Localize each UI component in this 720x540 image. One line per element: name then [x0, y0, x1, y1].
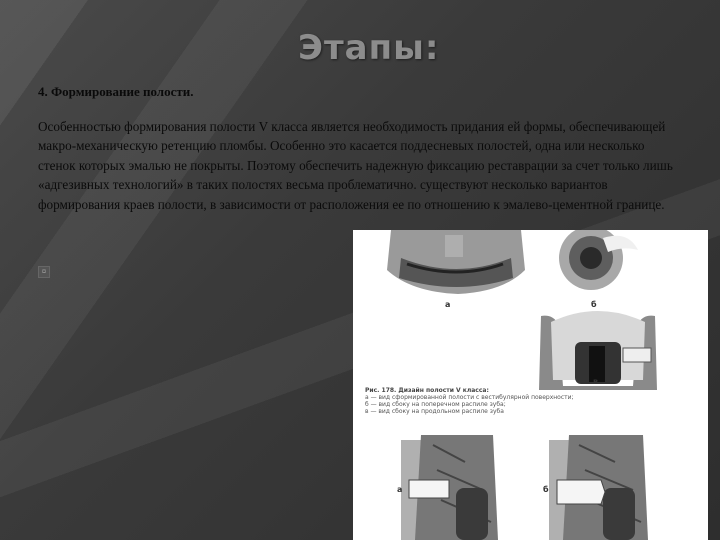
figure-label-b-top: б [591, 300, 597, 309]
figure-caption [365, 387, 655, 415]
figure-caption-line: в — вид сбоку на продольном распиле зуба [365, 408, 504, 415]
body-paragraph: Особенностью формирования полости V класса является необходимость придания ей формы, обеспечивающей макро-механическую ретенцию пломбы. Особенно это касается поддесневых полостей, одна или несколько стенок которых эмалью не покрыты. Поэтому обеспечить надежную фиксацию реставрации за счет только лишь «адгезивных технологий» в таких полостях весьма проблематично. существуют несколько вариантов формирования краев полости, в зависимости от расположения ее по отношению к эмалево-цементной границе. [38, 119, 673, 212]
figure-illustrations [353, 230, 708, 540]
section-subtitle: 4. Формирование полости. [38, 84, 194, 99]
figure-label-a-bottom: а [397, 485, 403, 494]
figure-caption-line: а — вид сформированной полости с вестибулярной поверхности; [365, 394, 574, 401]
dental-cavity-figure [353, 230, 708, 540]
slide-title: Этапы: [298, 28, 440, 68]
side-section-a-illustration [401, 435, 498, 540]
tooth-cross-section-illustration [559, 230, 638, 290]
figure-label-c: в [593, 377, 599, 386]
tooth-crown-illustration [387, 230, 525, 294]
figure-label-a-top: а [445, 300, 451, 309]
figure-label-b-bottom: б [543, 485, 549, 494]
side-section-b-illustration [549, 435, 648, 540]
figure-caption-line: б — вид сбоку на поперечном распиле зуба; [365, 401, 506, 408]
figure-caption-head: Рис. 178. Дизайн полости V класса: [365, 387, 489, 394]
list-bullet-icon: ¤ [38, 266, 50, 278]
